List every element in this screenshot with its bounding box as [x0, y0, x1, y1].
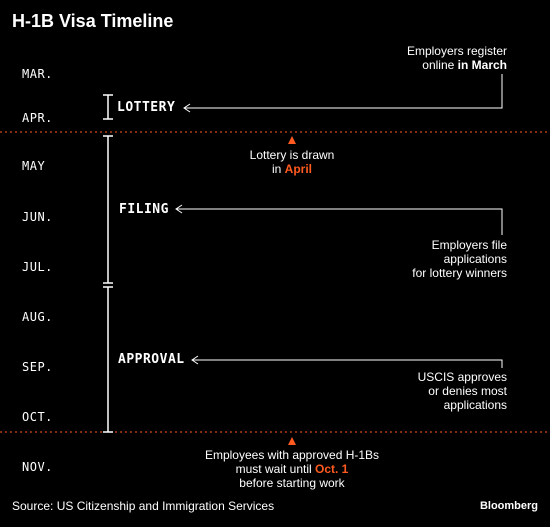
month-label-sep: SEP.	[22, 360, 53, 374]
note-wait-line1: Employees with approved H-1Bs	[204, 448, 380, 462]
note-employees-wait	[172, 448, 412, 490]
note-wait-line2: must wait until Oct. 1	[235, 462, 349, 476]
month-label-jul: JUL.	[22, 260, 53, 274]
note-drawn-line1: Lottery is drawn	[249, 148, 335, 162]
note-drawn-highlight: April	[284, 162, 313, 176]
note-wait-highlight: Oct. 1	[315, 462, 349, 476]
note-file-line1: Employers file	[431, 238, 507, 252]
phase-label-filing: FILING	[119, 202, 169, 217]
note-file-line3: for lottery winners	[412, 266, 507, 280]
month-label-may: MAY	[22, 159, 46, 173]
month-label-mar: MAR.	[22, 67, 53, 81]
approval-bracket	[103, 287, 113, 432]
file-arrow	[176, 205, 502, 235]
note-register-line2: online in March	[422, 58, 507, 72]
note-drawn-line2: in April	[271, 162, 313, 176]
chart-title: H-1B Visa Timeline	[12, 11, 174, 31]
note-register-line1: Employers register	[406, 44, 507, 58]
note-uscis-line3: applications	[443, 398, 507, 412]
month-label-aug: AUG.	[22, 310, 53, 324]
note-wait-line3: before starting work	[239, 476, 345, 490]
month-label-jun: JUN.	[22, 210, 53, 224]
filing-bracket	[103, 136, 113, 283]
register-arrow	[184, 74, 502, 112]
lottery-bracket	[103, 95, 113, 119]
month-label-nov: NOV.	[22, 460, 53, 474]
note-uscis-line1: USCIS approves	[417, 370, 507, 384]
oct-start-marker-icon	[288, 437, 296, 445]
note-file-line2: applications	[443, 252, 507, 266]
uscis-arrow	[192, 356, 502, 368]
bloomberg-logo: Bloomberg	[479, 500, 538, 512]
month-label-apr: APR.	[22, 111, 53, 125]
phase-label-approval: APPROVAL	[118, 352, 185, 367]
source-note: Source: US Citizenship and Immigration Services	[12, 499, 275, 513]
note-uscis	[418, 370, 507, 412]
note-uscis-line2: or denies most	[428, 384, 507, 398]
month-label-oct: OCT.	[22, 410, 53, 424]
note-employers-file	[412, 238, 507, 280]
note-lottery-drawn	[222, 148, 362, 176]
lottery-drawn-marker-icon	[288, 136, 296, 144]
note-register-bold: in March	[457, 58, 507, 72]
note-employers-register	[407, 44, 507, 72]
phase-label-lottery: LOTTERY	[117, 100, 176, 115]
